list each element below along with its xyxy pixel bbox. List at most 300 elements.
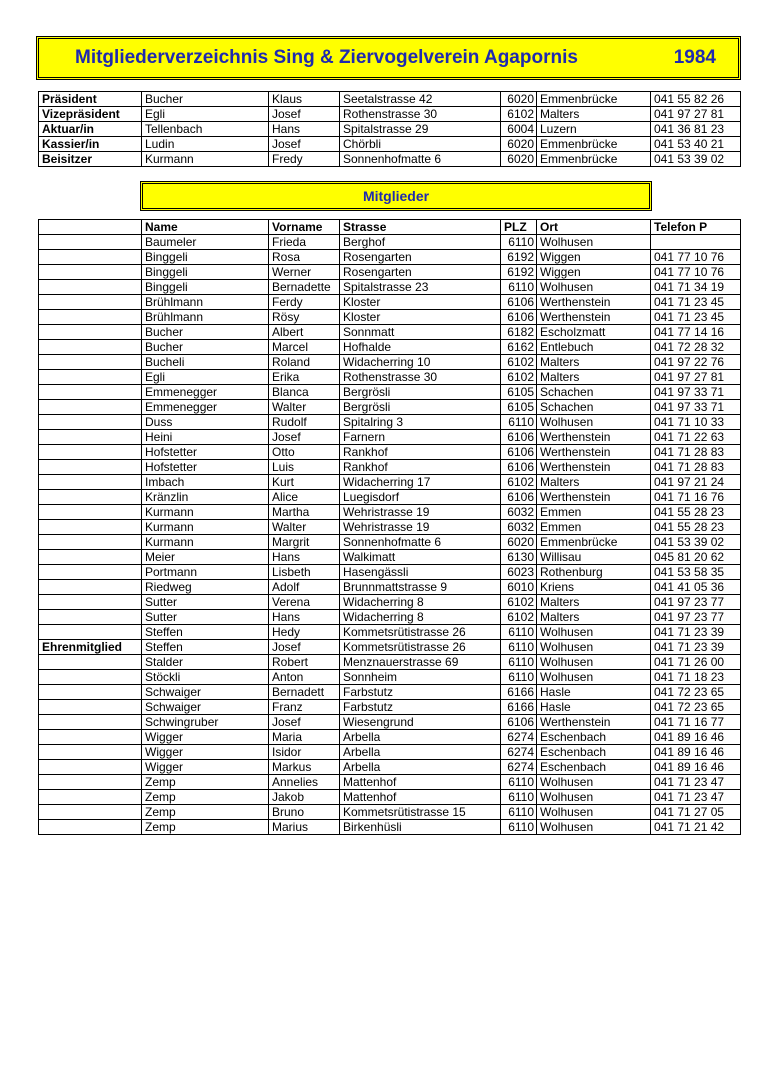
cell-vorname: Martha bbox=[269, 505, 340, 520]
cell-name: Kurmann bbox=[142, 505, 269, 520]
cell-name: Kurmann bbox=[142, 520, 269, 535]
cell-vorname: Hans bbox=[269, 610, 340, 625]
cell-telefon: 041 71 23 47 bbox=[651, 775, 741, 790]
member-row bbox=[39, 595, 741, 610]
cell-role: Aktuar/in bbox=[39, 122, 142, 137]
cell-ort: Luzern bbox=[537, 122, 651, 137]
cell-role bbox=[39, 715, 142, 730]
cell-plz: 6032 bbox=[501, 520, 537, 535]
member-row bbox=[39, 640, 741, 655]
cell-role bbox=[39, 280, 142, 295]
cell-plz: 6110 bbox=[501, 235, 537, 250]
cell-plz: 6110 bbox=[501, 655, 537, 670]
cell-name: Egli bbox=[142, 107, 269, 122]
cell-vorname: Marcel bbox=[269, 340, 340, 355]
cell-ort: Werthenstein bbox=[537, 715, 651, 730]
cell-plz: 6102 bbox=[501, 475, 537, 490]
officers-table bbox=[38, 91, 741, 167]
officer-row bbox=[39, 122, 741, 137]
cell-telefon: 041 55 28 23 bbox=[651, 505, 741, 520]
cell-ort: Werthenstein bbox=[537, 310, 651, 325]
cell-vorname: Josef bbox=[269, 715, 340, 730]
cell-plz: 6106 bbox=[501, 430, 537, 445]
cell-name: Zemp bbox=[142, 790, 269, 805]
page-title: Mitgliederverzeichnis Sing & Ziervogelverein Agapornis bbox=[75, 47, 578, 68]
cell-role bbox=[39, 685, 142, 700]
cell-role bbox=[39, 475, 142, 490]
cell-telefon: 041 53 39 02 bbox=[651, 152, 741, 167]
cell-plz: 6166 bbox=[501, 685, 537, 700]
cell-ort: Emmen bbox=[537, 505, 651, 520]
cell-plz: 6023 bbox=[501, 565, 537, 580]
cell-strasse: Rankhof bbox=[340, 460, 501, 475]
cell-name: Meier bbox=[142, 550, 269, 565]
header-ort: Ort bbox=[537, 220, 651, 235]
cell-ort: Malters bbox=[537, 355, 651, 370]
cell-vorname: Bruno bbox=[269, 805, 340, 820]
cell-telefon: 041 53 58 35 bbox=[651, 565, 741, 580]
cell-vorname: Otto bbox=[269, 445, 340, 460]
cell-strasse: Widacherring 8 bbox=[340, 610, 501, 625]
cell-ort: Wolhusen bbox=[537, 655, 651, 670]
cell-strasse: Spitalring 3 bbox=[340, 415, 501, 430]
cell-strasse: Wiesengrund bbox=[340, 715, 501, 730]
cell-plz: 6020 bbox=[501, 535, 537, 550]
cell-role bbox=[39, 625, 142, 640]
cell-plz: 6110 bbox=[501, 790, 537, 805]
member-row bbox=[39, 685, 741, 700]
cell-role: Vizepräsident bbox=[39, 107, 142, 122]
cell-role bbox=[39, 400, 142, 415]
cell-name: Binggeli bbox=[142, 265, 269, 280]
member-row bbox=[39, 430, 741, 445]
cell-ort: Werthenstein bbox=[537, 460, 651, 475]
member-row bbox=[39, 655, 741, 670]
member-row bbox=[39, 370, 741, 385]
cell-name: Emmenegger bbox=[142, 400, 269, 415]
cell-plz: 6102 bbox=[501, 595, 537, 610]
cell-vorname: Jakob bbox=[269, 790, 340, 805]
member-row bbox=[39, 550, 741, 565]
cell-vorname: Franz bbox=[269, 700, 340, 715]
cell-name: Emmenegger bbox=[142, 385, 269, 400]
cell-strasse: Farbstutz bbox=[340, 685, 501, 700]
cell-vorname: Walter bbox=[269, 400, 340, 415]
member-row bbox=[39, 400, 741, 415]
cell-name: Portmann bbox=[142, 565, 269, 580]
cell-name: Riedweg bbox=[142, 580, 269, 595]
member-row bbox=[39, 790, 741, 805]
cell-strasse: Widacherring 8 bbox=[340, 595, 501, 610]
cell-plz: 6274 bbox=[501, 760, 537, 775]
cell-telefon: 041 71 18 23 bbox=[651, 670, 741, 685]
cell-strasse: Spitalstrasse 29 bbox=[340, 122, 501, 137]
cell-name: Tellenbach bbox=[142, 122, 269, 137]
cell-name: Wigger bbox=[142, 760, 269, 775]
cell-vorname: Hedy bbox=[269, 625, 340, 640]
cell-vorname: Ferdy bbox=[269, 295, 340, 310]
cell-name: Brühlmann bbox=[142, 310, 269, 325]
cell-strasse: Wehristrasse 19 bbox=[340, 520, 501, 535]
cell-role bbox=[39, 340, 142, 355]
cell-telefon: 041 97 23 77 bbox=[651, 610, 741, 625]
cell-vorname: Anton bbox=[269, 670, 340, 685]
cell-ort: Hasle bbox=[537, 685, 651, 700]
cell-strasse: Walkimatt bbox=[340, 550, 501, 565]
cell-ort: Malters bbox=[537, 595, 651, 610]
member-row bbox=[39, 670, 741, 685]
cell-plz: 6106 bbox=[501, 715, 537, 730]
cell-telefon: 041 71 27 05 bbox=[651, 805, 741, 820]
cell-telefon: 041 89 16 46 bbox=[651, 760, 741, 775]
cell-telefon: 041 89 16 46 bbox=[651, 745, 741, 760]
cell-plz: 6166 bbox=[501, 700, 537, 715]
cell-name: Bucher bbox=[142, 92, 269, 107]
header-vorname: Vorname bbox=[269, 220, 340, 235]
member-row bbox=[39, 535, 741, 550]
cell-telefon: 041 97 27 81 bbox=[651, 370, 741, 385]
cell-telefon: 041 53 39 02 bbox=[651, 535, 741, 550]
cell-ort: Malters bbox=[537, 610, 651, 625]
cell-role bbox=[39, 325, 142, 340]
cell-vorname: Alice bbox=[269, 490, 340, 505]
cell-vorname: Blanca bbox=[269, 385, 340, 400]
cell-name: Kurmann bbox=[142, 152, 269, 167]
cell-strasse: Sonnheim bbox=[340, 670, 501, 685]
cell-role bbox=[39, 790, 142, 805]
cell-telefon: 041 72 23 65 bbox=[651, 685, 741, 700]
cell-ort: Eschenbach bbox=[537, 745, 651, 760]
cell-telefon: 041 97 33 71 bbox=[651, 385, 741, 400]
cell-role bbox=[39, 310, 142, 325]
cell-telefon: 041 71 21 42 bbox=[651, 820, 741, 835]
cell-role bbox=[39, 700, 142, 715]
cell-plz: 6110 bbox=[501, 280, 537, 295]
cell-plz: 6182 bbox=[501, 325, 537, 340]
cell-ort: Eschenbach bbox=[537, 730, 651, 745]
cell-name: Baumeler bbox=[142, 235, 269, 250]
cell-vorname: Hans bbox=[269, 550, 340, 565]
member-row bbox=[39, 475, 741, 490]
member-row bbox=[39, 505, 741, 520]
header-telefon: Telefon P bbox=[651, 220, 741, 235]
cell-role bbox=[39, 250, 142, 265]
cell-role bbox=[39, 355, 142, 370]
cell-strasse: Kommetsrütistrasse 15 bbox=[340, 805, 501, 820]
header-plz: PLZ bbox=[501, 220, 537, 235]
cell-vorname: Fredy bbox=[269, 152, 340, 167]
cell-vorname: Bernadette bbox=[269, 280, 340, 295]
cell-name: Wigger bbox=[142, 745, 269, 760]
member-row bbox=[39, 580, 741, 595]
member-row bbox=[39, 325, 741, 340]
cell-telefon: 041 71 34 19 bbox=[651, 280, 741, 295]
cell-telefon: 041 97 21 24 bbox=[651, 475, 741, 490]
cell-strasse: Kommetsrütistrasse 26 bbox=[340, 640, 501, 655]
cell-ort: Kriens bbox=[537, 580, 651, 595]
cell-ort: Wolhusen bbox=[537, 280, 651, 295]
cell-ort: Schachen bbox=[537, 400, 651, 415]
cell-strasse: Farbstutz bbox=[340, 700, 501, 715]
cell-vorname: Albert bbox=[269, 325, 340, 340]
cell-vorname: Klaus bbox=[269, 92, 340, 107]
cell-role: Beisitzer bbox=[39, 152, 142, 167]
member-row bbox=[39, 775, 741, 790]
cell-ort: Wolhusen bbox=[537, 640, 651, 655]
cell-role bbox=[39, 655, 142, 670]
cell-vorname: Josef bbox=[269, 107, 340, 122]
officers-body bbox=[39, 92, 741, 167]
cell-telefon: 041 53 40 21 bbox=[651, 137, 741, 152]
member-row bbox=[39, 820, 741, 835]
cell-telefon: 041 72 28 32 bbox=[651, 340, 741, 355]
cell-telefon: 041 89 16 46 bbox=[651, 730, 741, 745]
cell-strasse: Sonnenhofmatte 6 bbox=[340, 535, 501, 550]
cell-vorname: Verena bbox=[269, 595, 340, 610]
cell-name: Binggeli bbox=[142, 280, 269, 295]
cell-ort: Malters bbox=[537, 370, 651, 385]
cell-role bbox=[39, 415, 142, 430]
member-row bbox=[39, 760, 741, 775]
cell-plz: 6192 bbox=[501, 250, 537, 265]
cell-name: Binggeli bbox=[142, 250, 269, 265]
cell-plz: 6110 bbox=[501, 640, 537, 655]
cell-plz: 6020 bbox=[501, 92, 537, 107]
cell-role bbox=[39, 775, 142, 790]
cell-vorname: Josef bbox=[269, 640, 340, 655]
members-table bbox=[38, 219, 741, 835]
cell-role: Präsident bbox=[39, 92, 142, 107]
cell-ort: Emmenbrücke bbox=[537, 535, 651, 550]
cell-vorname: Rudolf bbox=[269, 415, 340, 430]
cell-vorname: Robert bbox=[269, 655, 340, 670]
cell-strasse: Kommetsrütistrasse 26 bbox=[340, 625, 501, 640]
cell-strasse: Rothenstrasse 30 bbox=[340, 370, 501, 385]
cell-plz: 6020 bbox=[501, 152, 537, 167]
cell-name: Hofstetter bbox=[142, 460, 269, 475]
cell-telefon: 041 77 10 76 bbox=[651, 265, 741, 280]
cell-ort: Emmenbrücke bbox=[537, 152, 651, 167]
cell-name: Bucher bbox=[142, 340, 269, 355]
cell-plz: 6110 bbox=[501, 670, 537, 685]
cell-ort: Malters bbox=[537, 475, 651, 490]
member-row bbox=[39, 415, 741, 430]
cell-vorname: Hans bbox=[269, 122, 340, 137]
member-row bbox=[39, 340, 741, 355]
cell-plz: 6010 bbox=[501, 580, 537, 595]
cell-role bbox=[39, 295, 142, 310]
cell-plz: 6162 bbox=[501, 340, 537, 355]
cell-ort: Eschenbach bbox=[537, 760, 651, 775]
cell-plz: 6032 bbox=[501, 505, 537, 520]
cell-telefon: 041 97 23 77 bbox=[651, 595, 741, 610]
cell-ort: Rothenburg bbox=[537, 565, 651, 580]
cell-plz: 6106 bbox=[501, 295, 537, 310]
cell-name: Stalder bbox=[142, 655, 269, 670]
cell-name: Kurmann bbox=[142, 535, 269, 550]
cell-strasse: Kloster bbox=[340, 295, 501, 310]
cell-plz: 6106 bbox=[501, 490, 537, 505]
cell-telefon: 041 97 33 71 bbox=[651, 400, 741, 415]
cell-name: Zemp bbox=[142, 820, 269, 835]
cell-vorname: Adolf bbox=[269, 580, 340, 595]
cell-strasse: Menznauerstrasse 69 bbox=[340, 655, 501, 670]
cell-strasse: Rosengarten bbox=[340, 265, 501, 280]
cell-strasse: Arbella bbox=[340, 745, 501, 760]
member-row bbox=[39, 310, 741, 325]
cell-role bbox=[39, 460, 142, 475]
cell-plz: 6106 bbox=[501, 460, 537, 475]
cell-role bbox=[39, 520, 142, 535]
cell-role bbox=[39, 385, 142, 400]
members-banner bbox=[140, 181, 652, 211]
cell-ort: Wolhusen bbox=[537, 820, 651, 835]
officer-row bbox=[39, 152, 741, 167]
officer-row bbox=[39, 92, 741, 107]
cell-telefon: 041 41 05 36 bbox=[651, 580, 741, 595]
cell-telefon: 041 71 23 39 bbox=[651, 640, 741, 655]
cell-strasse: Hofhalde bbox=[340, 340, 501, 355]
cell-vorname: Lisbeth bbox=[269, 565, 340, 580]
cell-strasse: Widacherring 17 bbox=[340, 475, 501, 490]
member-row bbox=[39, 355, 741, 370]
cell-name: Duss bbox=[142, 415, 269, 430]
cell-vorname: Luis bbox=[269, 460, 340, 475]
cell-vorname: Frieda bbox=[269, 235, 340, 250]
cell-vorname: Rosa bbox=[269, 250, 340, 265]
cell-vorname: Rösy bbox=[269, 310, 340, 325]
cell-plz: 6102 bbox=[501, 370, 537, 385]
cell-telefon: 041 71 26 00 bbox=[651, 655, 741, 670]
cell-telefon: 041 71 28 83 bbox=[651, 445, 741, 460]
cell-plz: 6130 bbox=[501, 550, 537, 565]
cell-role bbox=[39, 535, 142, 550]
cell-plz: 6102 bbox=[501, 107, 537, 122]
cell-strasse: Wehristrasse 19 bbox=[340, 505, 501, 520]
cell-strasse: Rothenstrasse 30 bbox=[340, 107, 501, 122]
cell-plz: 6274 bbox=[501, 745, 537, 760]
member-row bbox=[39, 235, 741, 250]
cell-name: Imbach bbox=[142, 475, 269, 490]
cell-role bbox=[39, 505, 142, 520]
header-strasse: Strasse bbox=[340, 220, 501, 235]
cell-vorname: Roland bbox=[269, 355, 340, 370]
cell-strasse: Mattenhof bbox=[340, 775, 501, 790]
cell-role bbox=[39, 745, 142, 760]
cell-telefon: 041 97 22 76 bbox=[651, 355, 741, 370]
cell-plz: 6102 bbox=[501, 610, 537, 625]
member-row bbox=[39, 805, 741, 820]
cell-role bbox=[39, 565, 142, 580]
cell-vorname: Josef bbox=[269, 430, 340, 445]
cell-plz: 6105 bbox=[501, 385, 537, 400]
cell-ort: Emmenbrücke bbox=[537, 92, 651, 107]
member-row bbox=[39, 385, 741, 400]
cell-ort: Wolhusen bbox=[537, 775, 651, 790]
cell-strasse: Seetalstrasse 42 bbox=[340, 92, 501, 107]
member-row bbox=[39, 460, 741, 475]
cell-name: Sutter bbox=[142, 595, 269, 610]
member-row bbox=[39, 520, 741, 535]
cell-name: Brühlmann bbox=[142, 295, 269, 310]
cell-plz: 6110 bbox=[501, 625, 537, 640]
cell-role bbox=[39, 610, 142, 625]
cell-ort: Wolhusen bbox=[537, 670, 651, 685]
cell-name: Zemp bbox=[142, 805, 269, 820]
cell-plz: 6105 bbox=[501, 400, 537, 415]
cell-vorname: Annelies bbox=[269, 775, 340, 790]
header-role bbox=[39, 220, 142, 235]
member-row bbox=[39, 715, 741, 730]
cell-role bbox=[39, 445, 142, 460]
cell-telefon: 041 55 28 23 bbox=[651, 520, 741, 535]
cell-ort: Malters bbox=[537, 107, 651, 122]
cell-plz: 6106 bbox=[501, 445, 537, 460]
cell-name: Steffen bbox=[142, 625, 269, 640]
cell-telefon: 041 71 23 45 bbox=[651, 295, 741, 310]
header-name: Name bbox=[142, 220, 269, 235]
cell-role: Kassier/in bbox=[39, 137, 142, 152]
cell-strasse: Spitalstrasse 23 bbox=[340, 280, 501, 295]
cell-ort: Wolhusen bbox=[537, 790, 651, 805]
cell-strasse: Sonnenhofmatte 6 bbox=[340, 152, 501, 167]
member-row bbox=[39, 295, 741, 310]
cell-role bbox=[39, 730, 142, 745]
cell-role bbox=[39, 550, 142, 565]
cell-plz: 6110 bbox=[501, 805, 537, 820]
cell-ort: Emmen bbox=[537, 520, 651, 535]
cell-role bbox=[39, 265, 142, 280]
cell-role bbox=[39, 370, 142, 385]
cell-vorname: Josef bbox=[269, 137, 340, 152]
cell-telefon: 041 97 27 81 bbox=[651, 107, 741, 122]
cell-name: Bucher bbox=[142, 325, 269, 340]
cell-telefon: 041 77 10 76 bbox=[651, 250, 741, 265]
cell-plz: 6004 bbox=[501, 122, 537, 137]
cell-plz: 6192 bbox=[501, 265, 537, 280]
cell-ort: Entlebuch bbox=[537, 340, 651, 355]
cell-plz: 6110 bbox=[501, 775, 537, 790]
member-row bbox=[39, 565, 741, 580]
cell-telefon: 041 71 23 45 bbox=[651, 310, 741, 325]
cell-telefon: 041 77 14 16 bbox=[651, 325, 741, 340]
cell-ort: Wolhusen bbox=[537, 235, 651, 250]
member-row bbox=[39, 745, 741, 760]
member-row bbox=[39, 610, 741, 625]
cell-role bbox=[39, 760, 142, 775]
member-row bbox=[39, 730, 741, 745]
cell-ort: Escholzmatt bbox=[537, 325, 651, 340]
member-row bbox=[39, 490, 741, 505]
cell-strasse: Kloster bbox=[340, 310, 501, 325]
cell-name: Heini bbox=[142, 430, 269, 445]
cell-strasse: Hasengässli bbox=[340, 565, 501, 580]
cell-vorname: Walter bbox=[269, 520, 340, 535]
cell-telefon: 041 71 28 83 bbox=[651, 460, 741, 475]
cell-vorname: Marius bbox=[269, 820, 340, 835]
cell-strasse: Farnern bbox=[340, 430, 501, 445]
officer-row bbox=[39, 107, 741, 122]
cell-ort: Wolhusen bbox=[537, 415, 651, 430]
cell-name: Egli bbox=[142, 370, 269, 385]
cell-role: Ehrenmitglied bbox=[39, 640, 142, 655]
member-row bbox=[39, 625, 741, 640]
cell-name: Hofstetter bbox=[142, 445, 269, 460]
cell-telefon: 041 71 23 47 bbox=[651, 790, 741, 805]
cell-ort: Werthenstein bbox=[537, 445, 651, 460]
cell-ort: Werthenstein bbox=[537, 490, 651, 505]
cell-ort: Hasle bbox=[537, 700, 651, 715]
